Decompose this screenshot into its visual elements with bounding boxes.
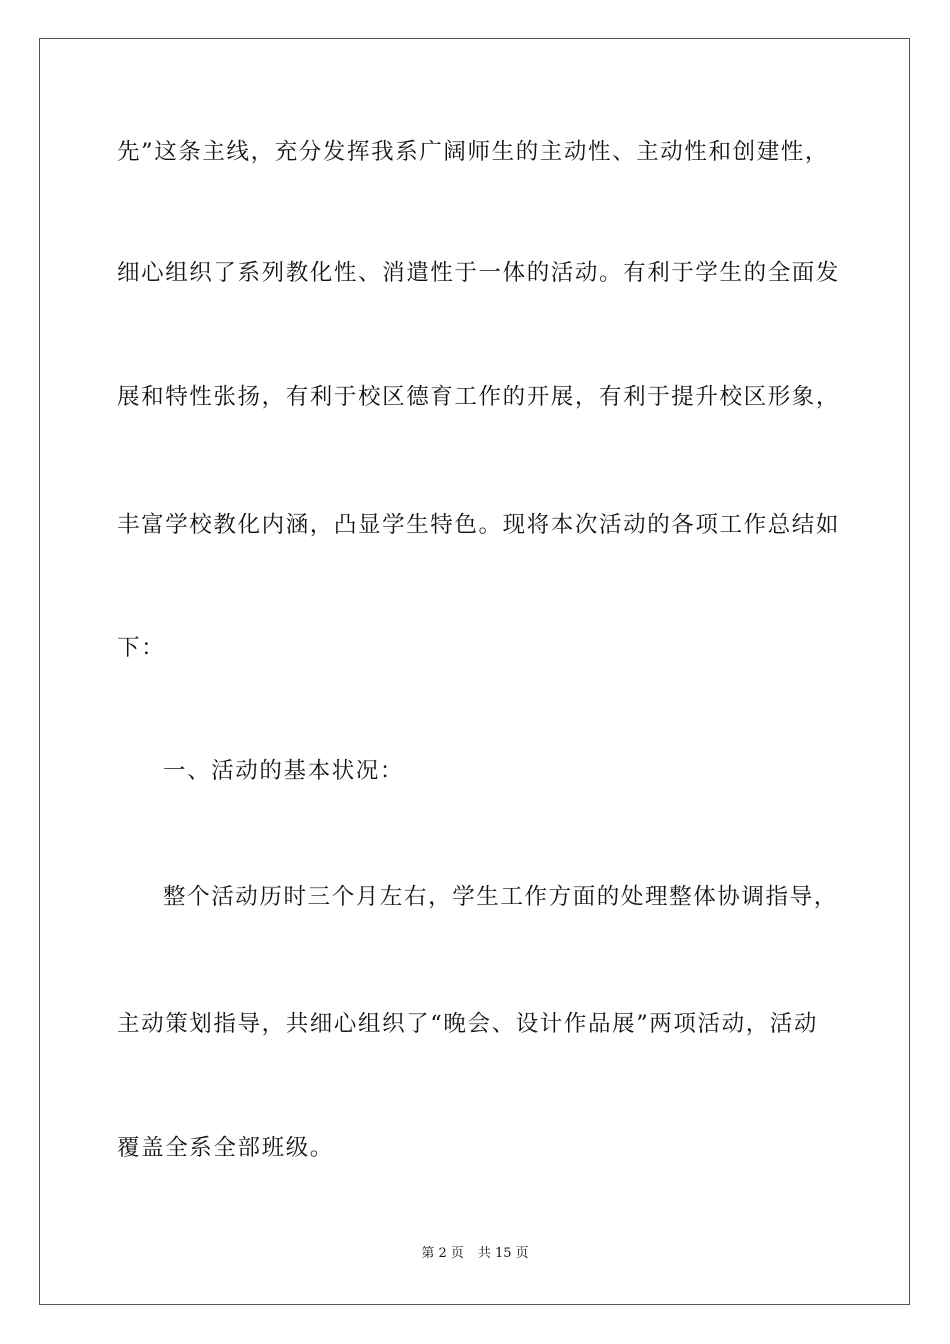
body-line-3: 展和特性张扬，有利于校区德育工作的开展，有利于提升校区形象，: [117, 384, 841, 410]
body-line-4: 丰富学校教化内涵，凸显学生特色。现将本次活动的各项工作总结如: [117, 512, 841, 538]
body-line-5: 下：: [117, 635, 166, 661]
page-footer: [0, 1245, 950, 1263]
body-line-2: 细心组织了系列教化性、消遣性于一体的活动。有利于学生的全面发: [117, 260, 841, 286]
body-line-9: 覆盖全系全部班级。: [117, 1135, 334, 1161]
body-line-1: 先”这条主线，充分发挥我系广阔师生的主动性、主动性和创建性，: [117, 139, 830, 165]
total-pages: 共 15 页: [477, 1246, 529, 1261]
page-border: [39, 38, 910, 1305]
page-number: 第 2 页: [421, 1246, 464, 1261]
body-line-7: 整个活动历时三个月左右，学生工作方面的处理整体协调指导，: [163, 884, 838, 910]
section-heading: 一、活动的基本状况：: [163, 758, 405, 784]
body-line-8: 主动策划指导，共细心组织了“晚会、设计作品展”两项活动，活动: [117, 1011, 819, 1037]
